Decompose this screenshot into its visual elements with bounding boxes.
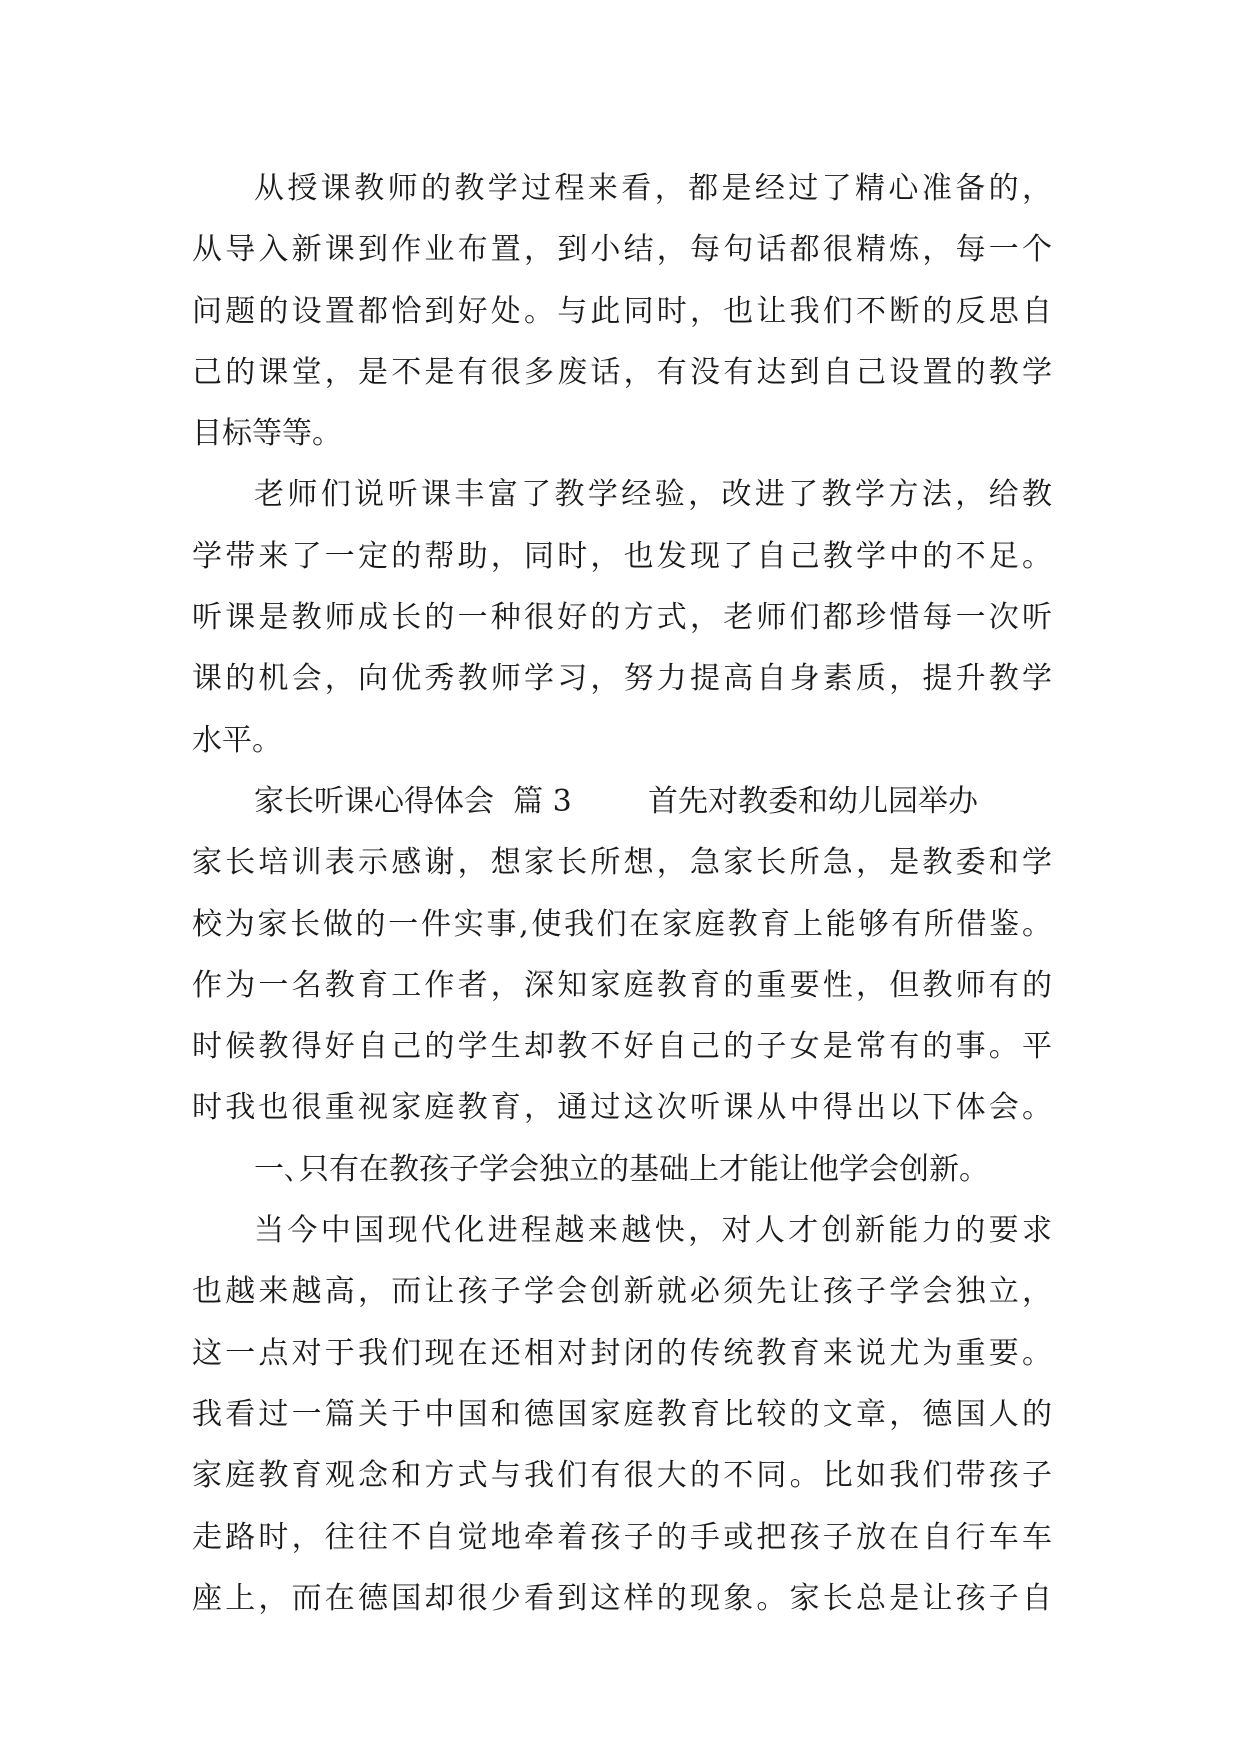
body-text bbox=[192, 158, 1052, 1629]
text-line: 校为家长做的一件实事,使我们在家庭教育上能够有所借鉴。 bbox=[192, 906, 1052, 942]
text-line: 也越来越高，而让孩子学会创新就必须先让孩子学会独立， bbox=[192, 1274, 1052, 1310]
text-line: 我看过一篇关于中国和德国家庭教育比较的文章，德国人的 bbox=[192, 1396, 1052, 1432]
text-line: 己的课堂，是不是有很多废话，有没有达到自己设置的教学 bbox=[192, 354, 1052, 390]
text-line: 目标等等。 bbox=[192, 416, 342, 452]
text-line: 当今中国现代化进程越来越快，对人才创新能力的要求 bbox=[254, 1213, 1052, 1249]
text-line: 老师们说听课丰富了教学经验，改进了教学方法，给教 bbox=[254, 477, 1052, 513]
text-line: 听课是教师成长的一种很好的方式，老师们都珍惜每一次听 bbox=[192, 600, 1052, 636]
text-line: 作为一名教育工作者，深知家庭教育的重要性，但教师有的 bbox=[192, 967, 1052, 1003]
text-line: 学带来了一定的帮助，同时，也发现了自己教学中的不足。 bbox=[192, 538, 1052, 574]
text-line: 这一点对于我们现在还相对封闭的传统教育来说尤为重要。 bbox=[192, 1335, 1052, 1371]
point-heading-line: 一､只有在教孩子学会独立的基础上才能让他学会创新。 bbox=[254, 1151, 989, 1187]
text-line: 问题的设置都恰到好处。与此同时，也让我们不断的反思自 bbox=[192, 293, 1052, 329]
text-line: 从授课教师的教学过程来看，都是经过了精心准备的， bbox=[254, 171, 1052, 206]
text-line: 从导入新课到作业布置，到小结，每句话都很精炼，每一个 bbox=[192, 232, 1052, 268]
text-line: 时我也很重视家庭教育，通过这次听课从中得出以下体会。 bbox=[192, 1090, 1052, 1126]
text-line: 家长培训表示感谢，想家长所想，急家长所急，是教委和学 bbox=[192, 845, 1052, 881]
text-line: 课的机会，向优秀教师学习，努力提高自身素质，提升教学 bbox=[192, 661, 1052, 697]
section-heading-line: 家长听课心得体会 篇 3 首先对教委和幼儿园举办 bbox=[254, 783, 978, 819]
text-line: 座上，而在德国却很少看到这样的现象。家长总是让孩子自 bbox=[192, 1580, 1052, 1616]
text-line: 走路时，往往不自觉地牵着孩子的手或把孩子放在自行车车 bbox=[192, 1519, 1052, 1555]
text-line: 家庭教育观念和方式与我们有很大的不同。比如我们带孩子 bbox=[192, 1458, 1052, 1494]
text-line: 时候教得好自己的学生却教不好自己的子女是常有的事。平 bbox=[192, 1029, 1052, 1065]
text-line: 水平。 bbox=[192, 722, 282, 758]
